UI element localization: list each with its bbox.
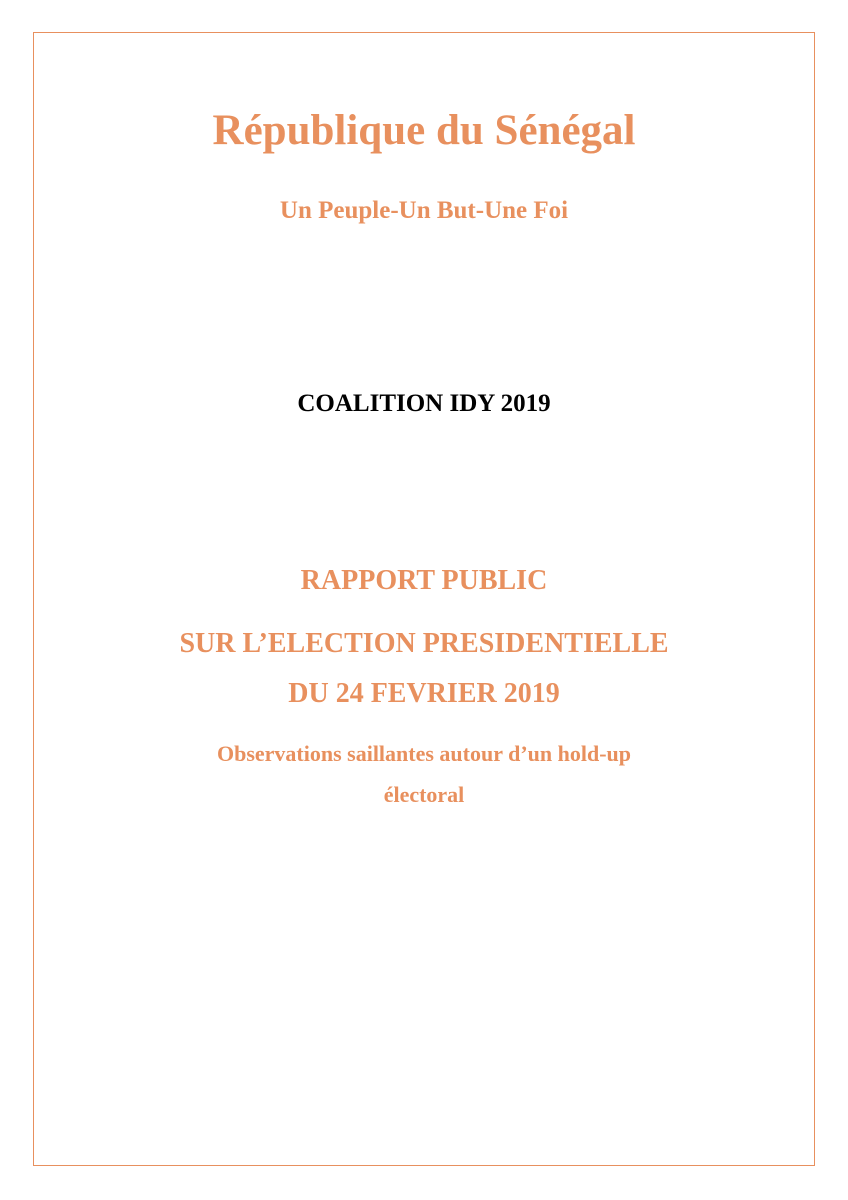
report-subtitle-line-2: électoral [383, 782, 465, 807]
report-title-line-1: RAPPORT PUBLIC [300, 565, 548, 596]
coalition-name: COALITION IDY 2019 [297, 390, 551, 417]
country-heading: République du Sénégal [212, 107, 636, 154]
national-motto: Un Peuple-Un But-Une Foi [279, 197, 569, 224]
report-title-line-2: SUR L’ELECTION PRESIDENTIELLE [179, 628, 669, 659]
report-title-line-3: DU 24 FEVRIER 2019 [288, 678, 560, 709]
report-subtitle-line-1: Observations saillantes autour d’un hold-up [216, 741, 632, 766]
